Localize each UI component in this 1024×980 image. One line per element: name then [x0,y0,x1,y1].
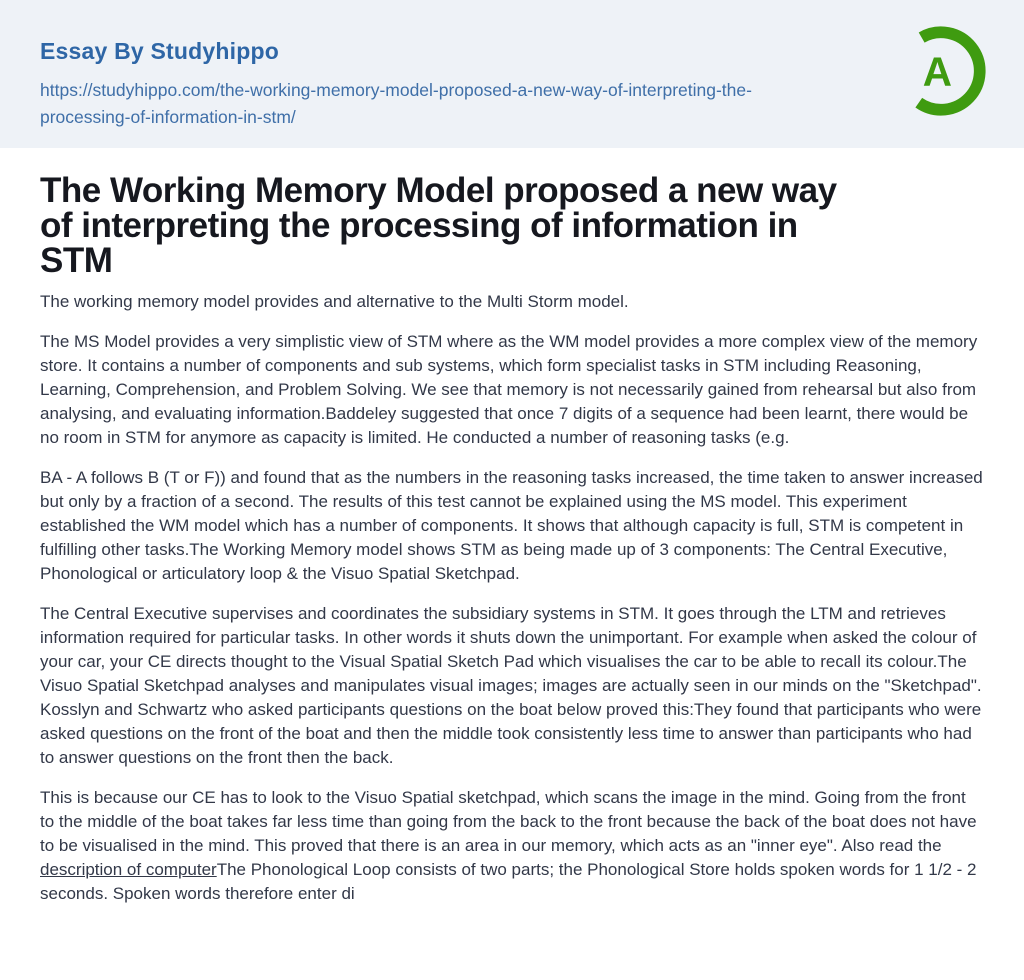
paragraph-ms-model: The MS Model provides a very simplistic view of STM where as the WM model provides a more complex view of the memory store. It contains a number of components and sub systems, which form specialist tasks in STM including Reasoning, Learning, Comprehension, and Problem Solving. We see that memory is not necessarily gained from rehearsal but also from analysing, and evaluating information.Baddeley suggested that once 7 digits of a sequence had been learnt, there would be no room in STM for anymore as capacity is limited. He conducted a number of reasoning tasks (e.g. [40,332,978,447]
paragraph-inner-eye-text-before: This is because our CE has to look to the Visuo Spatial sketchpad, which scans the image in the mind. Going from the front to the middle of the boat takes far less time than going from the back to the front because the back of the boat does not have to be visualised in the mind. This proved that there is an area in our memory, which acts as an "inner eye". Also read the [40,788,977,855]
article-body [0,173,1024,906]
paragraph-inner-eye [40,786,984,906]
brand-title: Essay By Studyhippo [40,38,279,64]
page-header [0,0,1024,148]
paragraph-reasoning-tasks: BA - A follows B (T or F)) and found that as the numbers in the reasoning tasks increased, the time taken to answer increased but only by a fraction of a second. The results of this test cannot be explained using the MS model. This experiment established the WM model which has a number of components. It shows that although capacity is full, STM is competent in fulfilling other tasks.The Working Memory model shows STM as being made up of 3 components: The Central Executive, Phonological or articulatory loop & the Visuo Spatial Sketchpad. [40,468,983,583]
article-title [40,173,984,278]
article-title-line-3: STM [40,241,113,280]
article-title-line-2: of interpreting the processing of information in [40,206,798,245]
paragraph-central-executive: The Central Executive supervises and coordinates the subsidiary systems in STM. It goes through the LTM and retrieves information required for particular tasks. In other words it shuts down the unimportant. For example when asked the colour of your car, your CE directs thought to the Visual Spatial Sketch Pad which visualises the car to be able to recall its colour.The Visuo Spatial Sketchpad analyses and manipulates visual images; images are actually seen in our minds on the "Sketchpad". Kosslyn and Schwartz who asked participants questions on the boat below proved this:They found that participants who were asked questions on the front of the boat and then the middle took consistently less time to answer than participants who had to answer questions on the front then the back. [40,604,982,767]
source-url-link[interactable]: https://studyhippo.com/the-working-memory-model-proposed-a-new-way-of-interpreting-the-processing-of-information-in-stm/ [40,80,752,127]
description-of-computer-link[interactable]: description of computer [40,860,217,879]
paragraph-inner-eye-text-after: The Phonological Loop consists of two parts; the Phonological Store holds spoken words for 1 1/2 - 2 seconds. Spoken words therefore enter di [40,860,977,903]
studyhippo-logo [896,26,986,116]
logo-letter: A [922,48,953,95]
article-title-line-1: The Working Memory Model proposed a new way [40,171,837,210]
paragraph-intro: The working memory model provides and alternative to the Multi Storm model. [40,292,629,311]
logo-arc-icon [896,26,986,116]
